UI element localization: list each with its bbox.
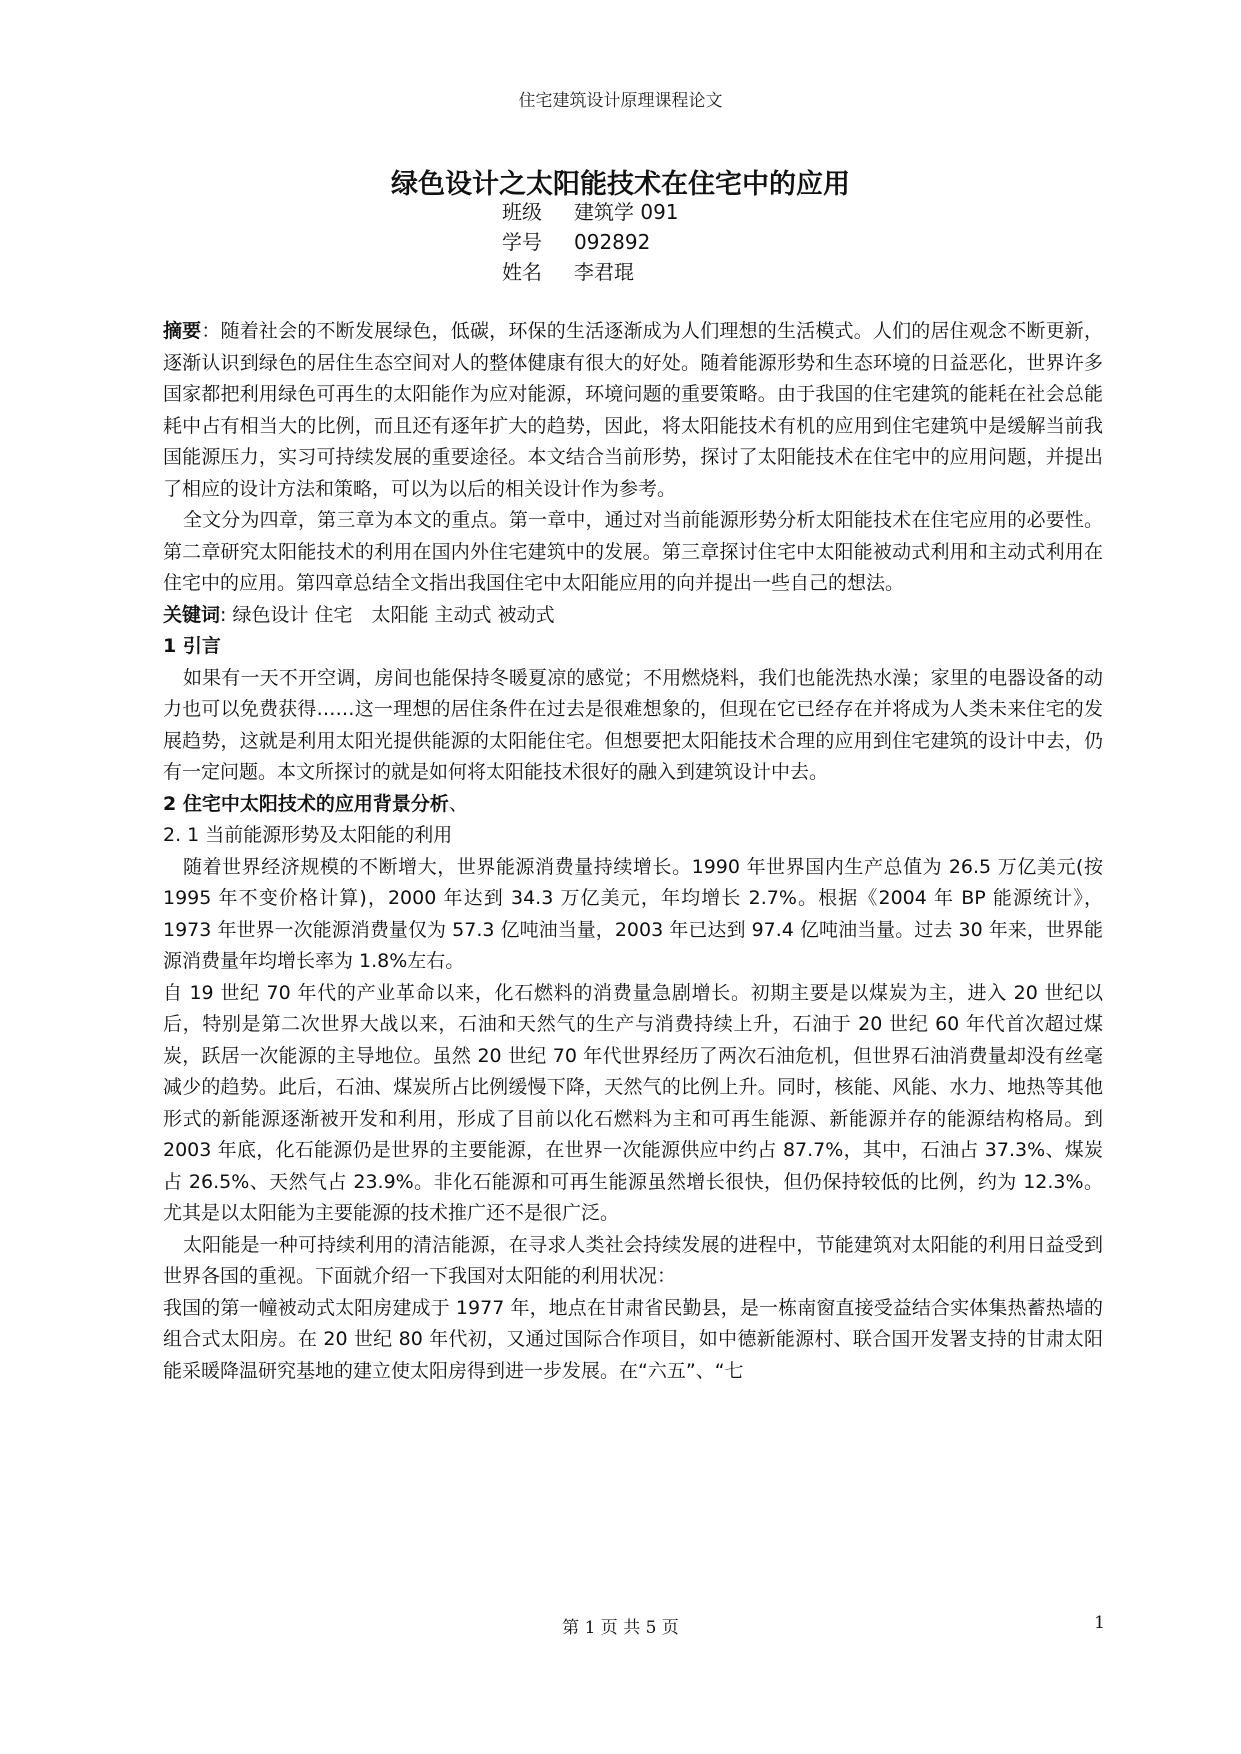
meta-value: 李君琨 bbox=[574, 260, 634, 284]
meta-value: 建筑学 091 bbox=[574, 200, 679, 224]
paragraph: 自 19 世纪 70 年代的产业革命以来，化石燃料的消费量急剧增长。初期主要是以煤炭为主，进入 20 世纪以后，特别是第二次世界大战以来，石油和天然气的生产与消费持续上升，石油于 20 世纪 60 年代首次超过煤炭，跃居一次能源的主导地位。虽然 20 世纪 70 年代世界经历了两次石油危机，但世界石油消费量却没有丝毫减少的趋势。此后，石油、煤炭所占比例缓慢下降，天然气的比例上升。同时，核能、风能、水力、地热等其他形式的新能源逐渐被开发和利用，形成了目前以化石燃料为主和可再生能源、新能源并存的能源结构格局。到 2003 年底，化石能源仍是世界的主要能源，在世界一次能源供应中约占 87.7%，其中，石油占 37.3%、煤炭占 26.5%、天然气占 23.9%。非化石能源和可再生能源虽然增长很快，但仍保持较低的比例，约为 12.3%。尤其是以太阳能为主要能源的技术推广还不是很广泛。 bbox=[163, 981, 1103, 1224]
meta-student-id bbox=[502, 226, 650, 255]
meta-value: 092892 bbox=[574, 230, 651, 254]
section-2-1-heading: 2. 1 当前能源形势及太阳能的利用 bbox=[163, 824, 453, 846]
meta-label: 学号 bbox=[502, 230, 542, 254]
meta-name bbox=[502, 256, 634, 285]
meta-class bbox=[502, 196, 679, 225]
abstract-label: 摘要 bbox=[163, 320, 202, 342]
section-1-heading: 1 引言 bbox=[163, 635, 221, 657]
section-1-text: 如果有一天不开空调，房间也能保持冬暖夏凉的感觉；不用燃烧料，我们也能洗热水澡；家里的电器设备的动力也可以免费获得……这一理想的居住条件在过去是很难想象的，但现在它已经存在并将成为人类未来住宅的发展趋势，这就是利用太阳光提供能源的太阳能住宅。但想要把太阳能技术合理的应用到住宅建筑的设计中去，仍有一定问题。本文所探讨的就是如何将太阳能技术很好的融入到建筑设计中去。 bbox=[163, 666, 1103, 783]
abstract-text: ：随着社会的不断发展绿色，低碳，环保的生活逐渐成为人们理想的生活模式。人们的居住观念不断更新，逐渐认识到绿色的居住生态空间对人的整体健康有很大的好处。随着能源形势和生态环境的日益恶化，世界许多国家都把利用绿色可再生的太阳能作为应对能源，环境问题的重要策略。由于我国的住宅建筑的能耗在社会总能耗中占有相当大的比例，而且还有逐年扩大的趋势，因此，将太阳能技术有机的应用到住宅建筑中是缓解当前我国能源压力，实习可持续发展的重要途径。本文结合当前形势，探讨了太阳能技术在住宅中的应用问题，并提出了相应的设计方法和策略，可以为以后的相关设计作为参考。 bbox=[163, 320, 1103, 500]
page-number: 1 bbox=[1094, 1613, 1105, 1633]
section-2-tail: 、 bbox=[448, 792, 468, 815]
paragraph: 随着世界经济规模的不断增大，世界能源消费量持续增长。1990 年世界国内生产总值为 26.5 万亿美元(按 1995 年不变价格计算)，2000 年达到 34.3 万亿美元，年均增长 2.7%。根据《2004 年 BP 能源统计》，1973 年世界一次能源消费量仅为 57.3 亿吨油当量，2003 年已达到 97.4 亿吨油当量。过去 30 年来，世界能源消费量年均增长率为 1.8%左右。 bbox=[163, 855, 1103, 972]
meta-label: 班级 bbox=[502, 200, 542, 224]
keywords-line bbox=[163, 600, 1103, 632]
section-2-heading bbox=[163, 789, 1103, 821]
keywords-label: 关键词 bbox=[163, 603, 221, 626]
abstract-paragraph bbox=[163, 316, 1103, 505]
abstract-paragraph-2: 全文分为四章，第三章为本文的重点。第一章中，通过对当前能源形势分析太阳能技术在住宅应用的必要性。第二章研究太阳能技术的利用在国内外住宅建筑中的发展。第三章探讨住宅中太阳能被动式利用和主动式利用在住宅中的应用。第四章总结全文指出我国住宅中太阳能应用的向并提出一些自己的想法。 bbox=[163, 509, 1103, 594]
paragraph: 太阳能是一种可持续利用的清洁能源，在寻求人类社会持续发展的进程中，节能建筑对太阳能的利用日益受到世界各国的重视。下面就介绍一下我国对太阳能的利用状况： bbox=[163, 1233, 1103, 1287]
page-footer: 第 1 页 共 5 页 bbox=[562, 1618, 679, 1638]
paragraph: 我国的第一幢被动式太阳房建成于 1977 年，地点在甘肃省民勤县，是一栋南窗直接受益结合实体集热蓄热墙的组合式太阳房。在 20 世纪 80 年代初，又通过国际合作项目，如中德新能源村、联合国开发署支持的甘肃太阳能采暖降温研究基地的建立使太阳房得到进一步发展。在“六五”、“七 bbox=[163, 1296, 1103, 1382]
document-body bbox=[163, 316, 1103, 1387]
section-2-title: 2 住宅中太阳技术的应用背景分析 bbox=[163, 792, 449, 815]
paper-title: 绿色设计之太阳能技术在住宅中的应用 bbox=[391, 169, 850, 200]
keywords-text: : 绿色设计 住宅 太阳能 主动式 被动式 bbox=[220, 603, 555, 626]
meta-label: 姓名 bbox=[502, 260, 542, 284]
running-header: 住宅建筑设计原理课程论文 bbox=[518, 91, 723, 111]
